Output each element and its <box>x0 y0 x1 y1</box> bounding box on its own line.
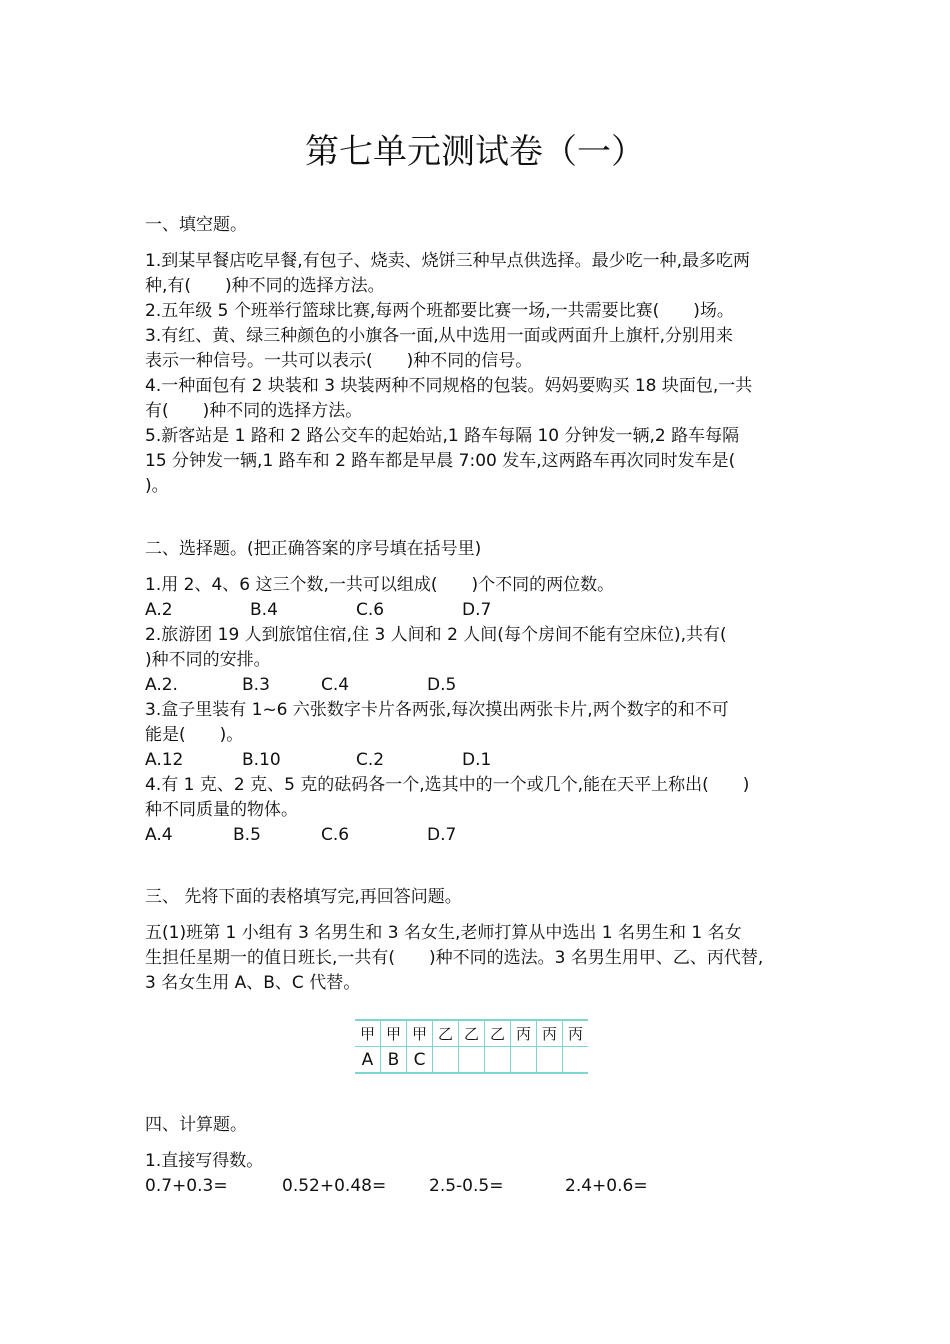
s2-q2-opt-c: C.4 <box>321 675 350 695</box>
table-cell <box>485 1047 511 1074</box>
section-heading-table: 三、 先将下面的表格填写完,再回答问题。 <box>145 887 462 907</box>
s1-line-1: 1.到某早餐店吃早餐,有包子、烧卖、烧饼三种早点供选择。最少吃一种,最多吃两 <box>145 251 751 271</box>
s4-expr-1: 0.7+0.3= <box>145 1176 228 1196</box>
s1-line-10: )。 <box>145 476 169 496</box>
table-row <box>355 1047 588 1074</box>
table-cell <box>511 1047 537 1074</box>
s1-line-5: 表示一种信号。一共可以表示( )种不同的信号。 <box>145 351 533 371</box>
s3-line-3: 3 名女生用 A、B、C 代替。 <box>145 973 361 993</box>
page-title: 第七单元测试卷（一） <box>305 132 645 172</box>
s4-expr-3: 2.5-0.5= <box>429 1176 504 1196</box>
table-cell <box>433 1047 459 1074</box>
s2-q3-opt-b: B.10 <box>242 750 281 770</box>
table-cell: B <box>381 1047 407 1074</box>
s1-line-2: 种,有( )种不同的选择方法。 <box>145 276 385 296</box>
s3-line-2: 生担任星期一的值日班长,一共有( )种不同的选法。3 名男生用甲、乙、丙代替, <box>145 948 764 968</box>
s2-q1-opt-c: C.6 <box>356 600 385 620</box>
pairing-table <box>355 1019 588 1074</box>
s2-q1-opt-b: B.4 <box>250 600 278 620</box>
section-heading-choice: 二、选择题。(把正确答案的序号填在括号里) <box>145 539 482 559</box>
s2-q4-line-2: 种不同质量的物体。 <box>145 800 298 820</box>
s2-q2-opt-a: A.2. <box>145 675 178 695</box>
table-cell: 甲 <box>355 1020 381 1047</box>
s2-q2-line-1: 2.旅游团 19 人到旅馆住宿,住 3 人间和 2 人间(每个房间不能有空床位),共有( <box>145 625 727 645</box>
table-cell <box>459 1047 485 1074</box>
s1-line-9: 15 分钟发一辆,1 路车和 2 路车都是早晨 7:00 发车,这两路车再次同时发车是( <box>145 451 736 471</box>
table-cell: 丙 <box>511 1020 537 1047</box>
table-cell: 乙 <box>459 1020 485 1047</box>
table-cell: C <box>407 1047 433 1074</box>
s3-line-1: 五(1)班第 1 小组有 3 名男生和 3 名女生,老师打算从中选出 1 名男生和 1 名女 <box>145 923 742 943</box>
s1-line-7: 有( )种不同的选择方法。 <box>145 401 363 421</box>
section-heading-calculation: 四、计算题。 <box>145 1115 247 1135</box>
s2-q4-opt-c: C.6 <box>321 825 350 845</box>
s2-q3-line-2: 能是( )。 <box>145 725 244 745</box>
s2-q2-opt-d: D.5 <box>427 675 457 695</box>
s2-q2-line-2: )种不同的安排。 <box>145 650 271 670</box>
s2-q3-opt-d: D.1 <box>462 750 492 770</box>
s1-line-4: 3.有红、黄、绿三种颜色的小旗各一面,从中选用一面或两面升上旗杆,分别用来 <box>145 326 734 346</box>
table-cell: A <box>355 1047 381 1074</box>
table-cell: 丙 <box>537 1020 563 1047</box>
s2-q4-opt-d: D.7 <box>427 825 457 845</box>
s2-q3-opt-c: C.2 <box>356 750 385 770</box>
table-cell: 乙 <box>485 1020 511 1047</box>
table-cell: 乙 <box>433 1020 459 1047</box>
s2-q4-line-1: 4.有 1 克、2 克、5 克的砝码各一个,选其中的一个或几个,能在天平上称出( ) <box>145 775 750 795</box>
s2-q1-opt-a: A.2 <box>145 600 173 620</box>
s1-line-8: 5.新客站是 1 路和 2 路公交车的起始站,1 路车每隔 10 分钟发一辆,2 路车每隔 <box>145 426 740 446</box>
table-cell: 丙 <box>563 1020 589 1047</box>
section-heading-fill-in: 一、填空题。 <box>145 215 247 235</box>
table-cell <box>537 1047 563 1074</box>
s2-q4-opt-a: A.4 <box>145 825 173 845</box>
s4-expr-4: 2.4+0.6= <box>565 1176 648 1196</box>
s2-q1: 1.用 2、4、6 这三个数,一共可以组成( )个不同的两位数。 <box>145 575 615 595</box>
table-cell: 甲 <box>407 1020 433 1047</box>
s2-q3-line-1: 3.盒子里装有 1~6 六张数字卡片各两张,每次摸出两张卡片,两个数字的和不可 <box>145 700 729 720</box>
s2-q4-opt-b: B.5 <box>233 825 261 845</box>
s2-q2-opt-b: B.3 <box>242 675 270 695</box>
table-cell <box>563 1047 589 1074</box>
table-cell: 甲 <box>381 1020 407 1047</box>
s2-q3-opt-a: A.12 <box>145 750 184 770</box>
table-row <box>355 1020 588 1047</box>
s1-line-6: 4.一种面包有 2 块装和 3 块装两种不同规格的包装。妈妈要购买 18 块面包,一共 <box>145 376 753 396</box>
s4-q1: 1.直接写得数。 <box>145 1151 264 1171</box>
s1-line-3: 2.五年级 5 个班举行篮球比赛,每两个班都要比赛一场,一共需要比赛( )场。 <box>145 301 734 321</box>
s4-expr-2: 0.52+0.48= <box>282 1176 387 1196</box>
s2-q1-opt-d: D.7 <box>462 600 492 620</box>
